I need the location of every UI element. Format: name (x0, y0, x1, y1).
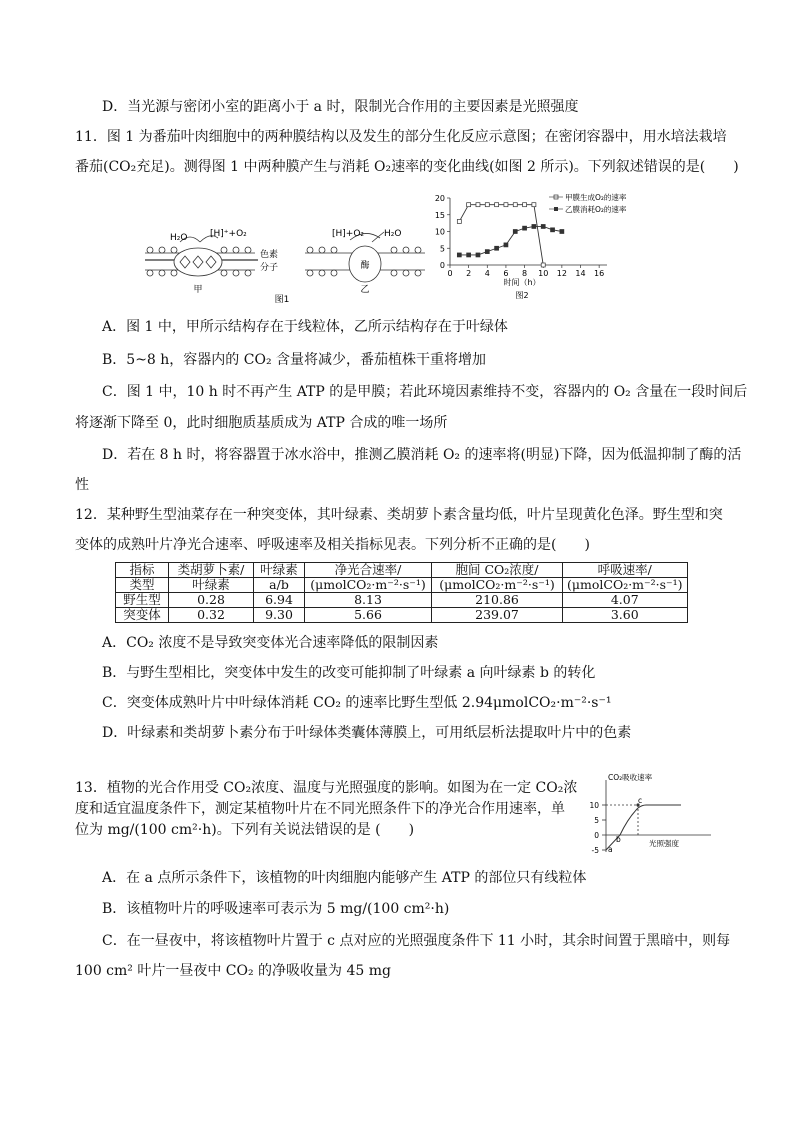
q11-option-b: B．5~8 h，容器内的 CO₂ 含量将减少，番茄植株干重将增加 (102, 352, 487, 368)
table-header-cell: 净光合速率/ (305, 563, 432, 578)
table-cell: 210.86 (432, 593, 563, 608)
q11-option-d-line1: D．若在 8 h 时，将容器置于冰水浴中，推测乙膜消耗 O₂ 的速率将(明显)下降，因为低温抑制了酶的活 (102, 447, 742, 463)
fig2-point-jia (467, 203, 471, 207)
q11-figure2 (432, 190, 632, 305)
table-header-cell: 呼吸速率/ (563, 563, 688, 578)
table-cell: 3.60 (563, 608, 688, 623)
fig2-point-jia (523, 203, 527, 207)
fig2-xtick-label: 0 (447, 269, 453, 278)
q13-stem-line3: 位为 mg/(100 cm²·h)。下列有关说法错误的是 ( ) (75, 822, 415, 838)
fig2-xtick-label: 4 (484, 269, 490, 278)
table-cell: 8.13 (305, 593, 432, 608)
table-header-row-1 (116, 563, 688, 578)
fig2-xtick-label: 6 (503, 269, 509, 278)
fig2-xtick-label: 14 (575, 269, 586, 278)
table-cell: 野生型 (116, 593, 169, 608)
fig2-point-yi (504, 243, 508, 247)
fig1-enzyme-label: 酶 (360, 261, 370, 271)
q13-point-a: a (608, 845, 613, 854)
q11-option-a: A．图 1 中，甲所示结构存在于线粒体，乙所示结构存在于叶绿体 (102, 319, 508, 335)
fig1-caption: 图1 (274, 295, 290, 305)
fig2-point-yi (532, 224, 536, 228)
table-header-row-2 (116, 578, 688, 593)
fig2-point-jia (541, 263, 545, 267)
table-row (116, 608, 688, 623)
fig2-point-yi (467, 253, 471, 257)
q13-option-c-line1: C．在一昼夜中，将该植物叶片置于 c 点对应的光照强度条件下 11 小时，其余时间置于黑暗中，则每 (102, 933, 731, 949)
table-header-cell: 指标 (116, 563, 169, 578)
q13-ytick: 10 (589, 801, 599, 810)
q11-option-c-line2: 将逐渐下降至 0，此时细胞质基质成为 ATP 合成的唯一场所 (75, 415, 448, 431)
table-cell: 0.28 (169, 593, 254, 608)
fig2-point-yi (485, 250, 489, 254)
fig2-point-yi (457, 253, 461, 257)
q13-option-a: A．在 a 点所示条件下，该植物的叶肉细胞内能够产生 ATP 的部位只有线粒体 (102, 870, 587, 886)
q12-option-a: A．CO₂ 浓度不是导致突变体光合速率降低的限制因素 (102, 635, 439, 651)
fig2-legend-label-1: 甲膜生成O₂的速率 (565, 193, 627, 202)
table-header-cell: 叶绿素 (169, 578, 254, 593)
fig1-yi-label: 乙 (360, 285, 370, 295)
fig2-point-yi (513, 230, 517, 234)
fig2-point-jia (457, 219, 461, 223)
q13-stem-line1: 13．植物的光合作用受 CO₂浓度、温度与光照强度的影响。如图为在一定 CO₂浓 (75, 780, 578, 796)
table-cell: 5.66 (305, 608, 432, 623)
fig2-xtick-label: 16 (594, 269, 605, 278)
table-row (116, 593, 688, 608)
fig2-series-yi-line (459, 226, 562, 254)
table-header-cell: 类胡萝卜素/ (169, 563, 254, 578)
q13-ytick: 5 (594, 816, 599, 825)
fig2-xtick-label: 12 (556, 269, 567, 278)
q12-stem-line1: 12．某种野生型油菜存在一种突变体，其叶绿素、类胡萝卜素含量均低，叶片呈现黄化色泽。野生型和突 (75, 507, 723, 523)
fig1-pigment-label-1: 色素 (260, 250, 279, 260)
q11-stem-line1: 11．图 1 为番茄叶肉细胞中的两种膜结构以及发生的部分生化反应示意图；在密闭容器中，用水培法栽培 (75, 129, 727, 145)
q13-point-b: b (616, 835, 621, 844)
q13-option-b: B．该植物叶片的呼吸速率可表示为 5 mg/(100 cm²·h) (102, 901, 450, 917)
q12-option-b: B．与野生型相比，突变体中发生的改变可能抑制了叶绿素 a 向叶绿素 b 的转化 (102, 665, 596, 681)
q13-ytick: 0 (594, 831, 599, 840)
table-cell: 9.30 (254, 608, 305, 623)
fig2-point-yi (495, 246, 499, 250)
table-cell: 239.07 (432, 608, 563, 623)
fig1-pigment-label-2: 分子 (260, 263, 279, 273)
q12-option-c: C．突变体成熟叶片中叶绿体消耗 CO₂ 的速率比野生型低 2.94μmolCO₂·m⁻²·s⁻¹ (102, 695, 612, 711)
fig2-point-jia (504, 203, 508, 207)
table-header-cell: (μmolCO₂·m⁻²·s⁻¹) (563, 578, 688, 593)
table-header-cell: (μmolCO₂·m⁻²·s⁻¹) (432, 578, 563, 593)
fig2-point-yi (551, 228, 555, 232)
q11-stem-line2: 番茄(CO₂充足)。测得图 1 中两种膜产生与消耗 O₂速率的变化曲线(如图 2 所示)。下列叙述错误的是( ) (75, 159, 739, 175)
q10-option-d: D．当光源与密闭小室的距离小于 a 时，限制光合作用的主要因素是光照强度 (102, 99, 579, 115)
q11-option-d-line2: 性 (75, 477, 89, 493)
fig2-ytick-label: 15 (434, 210, 445, 220)
fig1-h2o-label: H₂O (170, 233, 188, 243)
fig2-point-yi (560, 230, 564, 234)
table-header-cell: 胞间 CO₂浓度/ (432, 563, 563, 578)
fig2-xtick-label: 2 (466, 269, 472, 278)
table-cell: 突变体 (116, 608, 169, 623)
q13-ytick: -5 (591, 846, 599, 855)
fig2-caption: 图2 (515, 291, 529, 300)
fig2-ytick-label: 10 (434, 227, 445, 237)
fig2-xtick-label: 10 (538, 269, 549, 278)
q12-stem-line2: 变体的成熟叶片净光合速率、呼吸速率及相关指标见表。下列分析不正确的是( ) (75, 537, 590, 553)
fig1-jia-label: 甲 (193, 285, 203, 295)
q13-option-c-line2: 100 cm² 叶片一昼夜中 CO₂ 的净吸收量为 45 mg (75, 963, 392, 979)
fig2-series-jia-line (459, 205, 543, 265)
table-header-cell: 类型 (116, 578, 169, 593)
q13-x-label: 光照强度 (649, 839, 679, 848)
fig2-point-yi (523, 226, 527, 230)
fig2-ytick-label: 0 (439, 261, 445, 270)
fig2-point-jia (476, 203, 480, 207)
table-cell: 0.32 (169, 608, 254, 623)
q13-y-label: CO₂吸收速率 (608, 773, 653, 782)
fig2-point-yi (541, 224, 545, 228)
fig2-x-label: 时间（h） (503, 278, 541, 287)
fig2-point-jia (495, 203, 499, 207)
table-cell: 4.07 (563, 593, 688, 608)
table-cell: 6.94 (254, 593, 305, 608)
fig2-point-jia (485, 203, 489, 207)
table-header-cell: 叶绿素 (254, 563, 305, 578)
fig1-h-o2-label-b: [H]+O₂ (332, 229, 365, 239)
table-header-cell: a/b (254, 578, 305, 593)
q13-point-c: c (638, 796, 643, 805)
fig2-legend-label-2: 乙膜消耗O₂的速率 (565, 205, 627, 214)
fig2-point-jia (532, 203, 536, 207)
fig1-h-o2-label: [H]⁺+O₂ (210, 229, 247, 239)
q11-figure1 (140, 220, 430, 310)
fig2-point-yi (476, 253, 480, 257)
q13-stem-line2: 度和适宜温度条件下，测定某植物叶片在不同光照条件下的净光合作用速率，单 (75, 801, 565, 817)
fig2-point-jia (513, 203, 517, 207)
fig2-ytick-label: 20 (434, 194, 445, 203)
q12-data-table (115, 562, 688, 623)
fig1-h2o-label-b: H₂O (384, 229, 402, 239)
q13-figure (586, 772, 716, 857)
q11-option-c-line1: C．图 1 中，10 h 时不再产生 ATP 的是甲膜；若此环境因素维持不变，容器内的 O₂ 含量在一段时间后 (102, 384, 748, 400)
fig2-xtick-label: 8 (522, 269, 528, 278)
q12-option-d: D．叶绿素和类胡萝卜素分布于叶绿体类囊体薄膜上，可用纸层析法提取叶片中的色素 (102, 725, 632, 741)
fig2-ytick-label: 5 (439, 244, 445, 254)
table-header-cell: (μmolCO₂·m⁻²·s⁻¹) (305, 578, 432, 593)
